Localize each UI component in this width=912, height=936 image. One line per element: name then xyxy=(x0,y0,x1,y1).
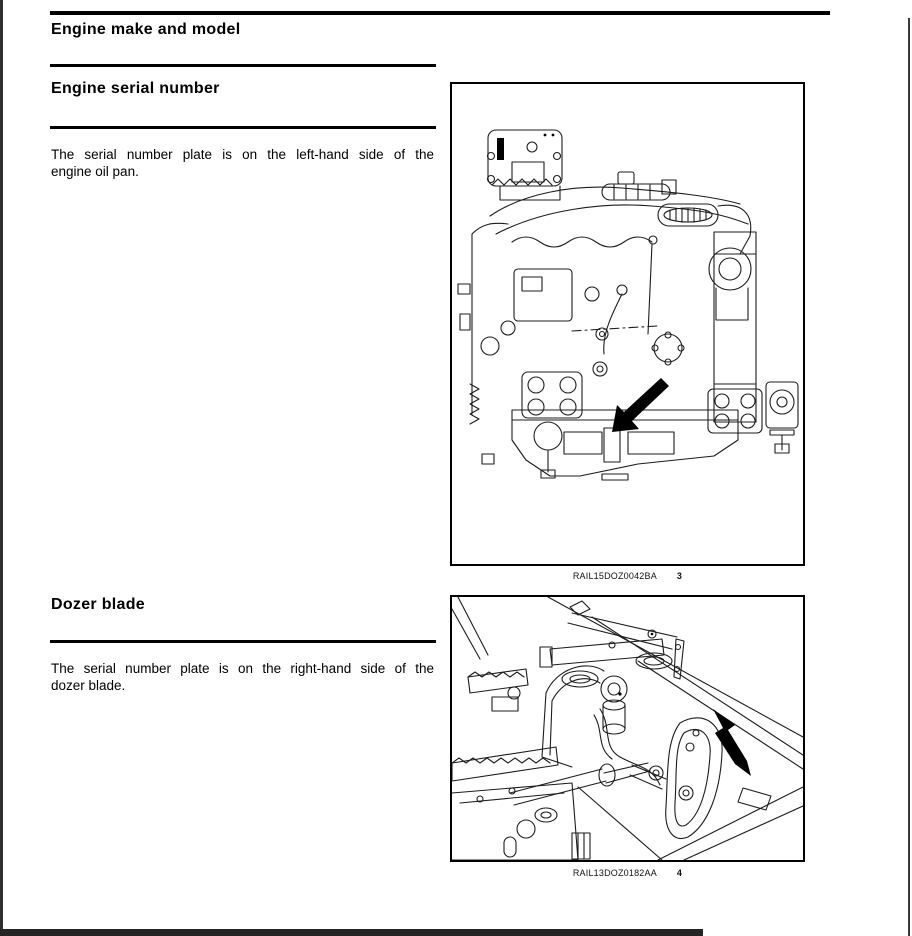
page-left-scan-edge xyxy=(0,0,3,936)
engine-serial-plate xyxy=(604,428,620,462)
hydraulic-arm xyxy=(510,763,666,805)
heading-dozer-blade: Dozer blade xyxy=(51,596,145,613)
ecu-box xyxy=(488,130,563,200)
heading-engine-make-and-model: Engine make and model xyxy=(51,21,241,38)
figure-caption xyxy=(450,571,805,581)
engine-line-drawing xyxy=(452,84,803,564)
tow-ring xyxy=(709,248,751,320)
dozer-serial-plate xyxy=(738,788,771,810)
bottom-scan-bar xyxy=(0,929,703,936)
paragraph-line: dozer blade. xyxy=(51,678,126,693)
lift-bracket xyxy=(522,372,582,418)
frame-machinery xyxy=(452,597,662,860)
heading-underline xyxy=(50,64,436,67)
swivel-joint xyxy=(601,676,627,734)
heading-engine-serial-number: Engine serial number xyxy=(51,80,220,97)
heading-underline xyxy=(50,640,436,643)
figure-engine xyxy=(450,82,805,566)
paragraph-line: The serial number plate is on the left-hand side of the xyxy=(51,147,434,162)
page-right-scan-edge xyxy=(908,18,910,936)
engine-serial-paragraph xyxy=(51,146,434,180)
figure-number: 3 xyxy=(676,571,683,581)
dozer-blade-line-drawing xyxy=(452,597,803,860)
paragraph-line: The serial number plate is on the right-hand side of the xyxy=(51,661,434,676)
serial-plate-arrow-icon xyxy=(713,709,751,776)
figure-dozer-blade xyxy=(450,595,805,862)
filter-canister xyxy=(534,422,562,478)
paragraph-line: engine oil pan. xyxy=(51,164,139,179)
figure-caption xyxy=(450,868,805,878)
serial-plate-arrow-icon xyxy=(612,378,669,432)
engine-mount-bracket xyxy=(708,382,798,453)
engine-block xyxy=(472,223,684,414)
pivot-plate xyxy=(666,718,722,839)
heading-underline xyxy=(50,126,436,129)
top-rule xyxy=(50,11,830,15)
dozer-blade-paragraph xyxy=(51,660,434,694)
figure-code: RAIL15DOZ0042BA xyxy=(572,571,657,581)
front-accessories xyxy=(458,284,515,464)
figure-number: 4 xyxy=(676,868,683,878)
figure-code: RAIL13DOZ0182AA xyxy=(572,868,657,878)
